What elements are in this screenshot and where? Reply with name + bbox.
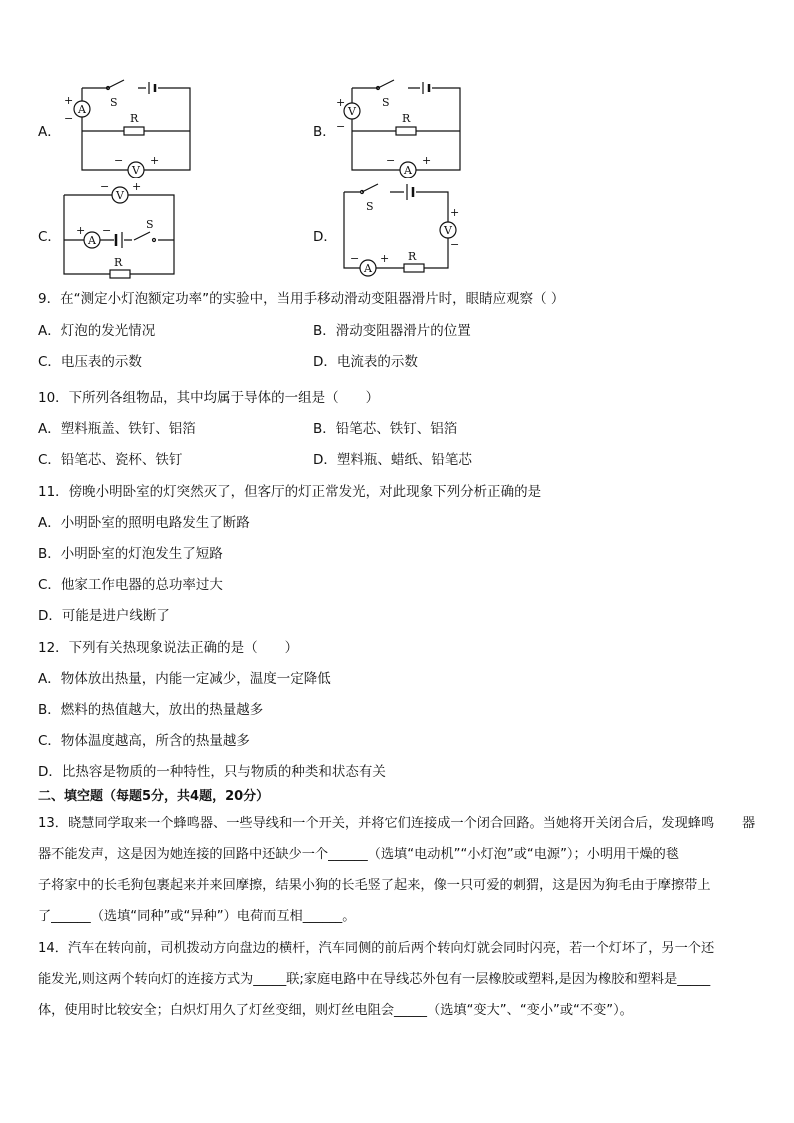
question-11-option-b: B．小明卧室的灯泡发生了短路 [38, 546, 223, 562]
question-9-option-c: C．电压表的示数 [38, 354, 142, 370]
circuit-diagram-d [338, 180, 468, 280]
voltmeter-label: V [132, 164, 140, 177]
svg-text:−: − [100, 180, 110, 193]
svg-text:S: S [146, 218, 154, 231]
svg-text:S: S [366, 200, 374, 213]
question-11-option-a: A．小明卧室的照明电路发生了断路 [38, 515, 250, 531]
question-9-option-b: B．滑动变阻器滑片的位置 [313, 323, 471, 339]
question-14-line-1: 14．汽车在转向前，司机拨动方向盘边的横杆，汽车同侧的前后两个转向灯就会同时闪亮，若一个灯坏了，另一个还 [38, 941, 715, 956]
question-9-stem: 9．在“测定小灯泡额定功率”的实验中，当用手移动滑动变阻器滑片时，眼睛应观察（ ） [38, 291, 565, 307]
svg-text:S: S [382, 96, 390, 109]
circuit-diagram-b [330, 78, 470, 178]
svg-text:−: − [386, 154, 396, 167]
question-14-line-2: 能发光,则这两个转向灯的连接方式为_____联;家庭电路中在导线芯外包有一层橡胶或塑料,是因为橡胶和塑料是_____ [38, 972, 711, 987]
svg-text:V: V [116, 189, 124, 202]
question-10-option-a: A．塑料瓶盖、铁钉、铝箔 [38, 421, 196, 437]
question-10-option-c: C．铅笔芯、瓷杯、铁钉 [38, 452, 183, 468]
option-c-label: C． [38, 229, 61, 245]
question-13-line-4: 了______（选填“同种”或“异种”）电荷而互相______。 [38, 909, 356, 924]
ammeter-label: A [78, 103, 86, 116]
option-d-label: D． [313, 229, 337, 245]
question-12-stem: 12．下列有关热现象说法正确的是（ ） [38, 640, 299, 656]
svg-text:−: − [450, 238, 460, 251]
svg-text:A: A [404, 164, 412, 177]
plus-label: + [64, 94, 74, 107]
svg-text:R: R [402, 112, 411, 125]
question-13-line-1: 13．晓慧同学取来一个蜂鸣器、一些导线和一个开关，并将它们连接成一个闭合回路。当她将开关闭合后，发现蜂鸣 [38, 816, 715, 831]
svg-text:V: V [348, 105, 356, 118]
svg-text:A: A [88, 234, 96, 247]
question-12-option-b: B．燃料的热值越大，放出的热量越多 [38, 702, 264, 718]
svg-text:R: R [114, 256, 123, 269]
section-2-heading: 二、填空题（每题5分，共4题，20分） [38, 789, 270, 804]
question-13-line-3: 子将家中的长毛狗包裹起来并来回摩擦，结果小狗的长毛竖了起来，像一只可爱的刺猬，这是因为狗毛由于摩擦带上 [38, 878, 711, 893]
svg-text:+: + [380, 252, 390, 265]
question-10-option-b: B．铅笔芯、铁钉、铝箔 [313, 421, 458, 437]
svg-text:+: + [336, 96, 346, 109]
svg-text:−: − [336, 120, 346, 133]
question-9-option-d: D．电流表的示数 [313, 354, 418, 370]
svg-text:R: R [408, 250, 417, 263]
svg-text:−: − [350, 252, 360, 265]
minus-label: − [64, 112, 74, 125]
circuit-diagram-a [58, 78, 198, 178]
resistor-label: R [130, 112, 139, 125]
question-9-option-a: A．灯泡的发光情况 [38, 323, 156, 339]
question-13-line-2: 器不能发声，这是因为她连接的回路中还缺少一个______（选填“电动机”“小灯泡”或“电源”）；小明用干燥的毯 [38, 847, 680, 862]
svg-text:+: + [422, 154, 432, 167]
svg-text:+: + [150, 154, 160, 167]
option-b-label: B． [313, 124, 336, 140]
question-11-option-d: D．可能是进户线断了 [38, 608, 170, 624]
option-a-label: A． [38, 124, 61, 140]
switch-s-label: S [110, 96, 118, 109]
question-11-option-c: C．他家工作电器的总功率过大 [38, 577, 223, 593]
question-13-line-1-end: 器 [742, 816, 756, 831]
question-12-option-d: D．比热容是物质的一种特性，只与物质的种类和状态有关 [38, 764, 386, 780]
question-10-stem: 10．下所列各组物品，其中均属于导体的一组是（ ） [38, 390, 380, 406]
svg-text:+: + [450, 206, 460, 219]
circuit-diagram-c [58, 180, 198, 280]
question-11-stem: 11．傍晚小明卧室的灯突然灭了，但客厅的灯正常发光，对此现象下列分析正确的是 [38, 484, 542, 500]
svg-text:−: − [102, 224, 112, 237]
svg-text:+: + [76, 224, 86, 237]
question-12-option-a: A．物体放出热量，内能一定减少，温度一定降低 [38, 671, 331, 687]
svg-text:−: − [114, 154, 124, 167]
question-10-option-d: D．塑料瓶、蜡纸、铅笔芯 [313, 452, 472, 468]
svg-text:+: + [132, 180, 142, 193]
question-14-line-3: 体，使用时比较安全；白炽灯用久了灯丝变细，则灯丝电阻会_____（选填“变大”、“变小”或“不变”）。 [38, 1003, 633, 1018]
svg-text:V: V [444, 224, 452, 237]
svg-text:A: A [364, 262, 372, 275]
question-12-option-c: C．物体温度越高，所含的热量越多 [38, 733, 250, 749]
